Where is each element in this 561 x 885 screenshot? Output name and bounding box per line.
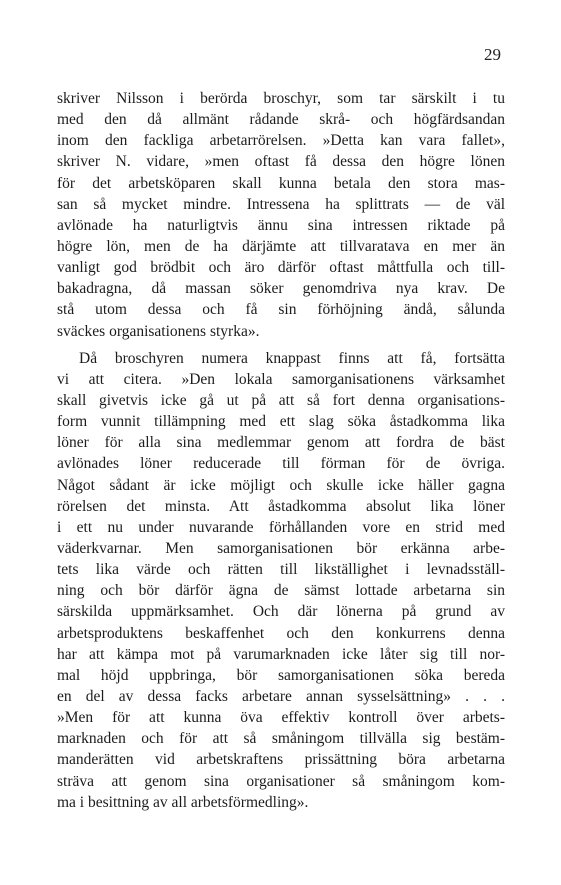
text-line: rörelsen det minsta. Att åstadkomma absolut lika löner [57, 497, 505, 515]
text-line: inom den fackliga arbetarrörelsen. »Detta kan vara fallet», [57, 132, 505, 150]
text-line: ma i besittning av all arbetsförmedling». [57, 793, 309, 811]
text-line: marknaden och för att så småningom tillvälla sig bestäm- [57, 730, 505, 748]
text-line: med den då allmänt rådande skrå- och högfärdsandan [57, 111, 505, 129]
text-line: vanligt god brödbit och äro därför oftast måttfulla och till- [57, 259, 505, 277]
text-line: skall givetvis icke gå ut på att så fort denna organisations- [57, 391, 505, 409]
text-line: löner för alla sina medlemmar genom att fordra de bäst [57, 434, 505, 452]
text-line: Något sådant är icke möjligt och skulle icke häller gagna [57, 476, 505, 494]
text-line: en del av dessa facks arbetare annan sysselsättning» . . . [57, 687, 505, 705]
text-line: form vunnit tillämpning med ett slag söka åstadkomma lika [57, 413, 505, 431]
text-line: manderätten vid arbetskraftens prissättning böra arbetarna [57, 751, 505, 769]
text-line: har att kämpa mot på varumarknaden icke låter sig till nor- [57, 645, 505, 663]
body-text [57, 88, 505, 813]
text-line: sträva att genom sina organisationer så småningom kom- [57, 772, 505, 790]
text-line: tets lika värde och rätten till likställighet i levnadsställ- [57, 561, 505, 579]
text-line: bakadragna, då massan söker genomdriva nya krav. De [57, 280, 505, 298]
page-number: 29 [484, 45, 501, 64]
text-line: för det arbetsköparen skall kunna betala den stora mas- [57, 174, 505, 192]
text-line: ning och bör därför ägna de sämst lottade arbetarna sin [57, 582, 505, 600]
text-line: avlönade ha naturligtvis ännu sina intressen riktade på [57, 216, 505, 234]
text-line: stå utom dessa och få sin förhöjning ändå, sålunda [57, 301, 505, 319]
paragraph-2 [57, 348, 505, 813]
text-line: vi att citera. »Den lokala samorganisationens värksamhet [57, 370, 505, 388]
text-line: särskilda uppmärksamhet. Och där lönerna på grund av [57, 603, 505, 621]
text-line: arbetsproduktens beskaffenhet och den konkurrens denna [57, 624, 505, 642]
text-line: sväckes organisationens styrka». [57, 322, 260, 340]
text-line: mal höjd uppbringa, bör samorganisationen söka bereda [57, 666, 505, 684]
text-line: skriver Nilsson i berörda broschyr, som tar särskilt i tu [57, 90, 505, 107]
text-line: san så mycket mindre. Intressena ha splittrats — de väl [57, 195, 505, 213]
text-line: väderkvarnar. Men samorganisationen bör erkänna arbe- [57, 539, 505, 557]
paragraph-1 [57, 88, 505, 342]
text-line: skriver N. vidare, »men oftast få dessa den högre lönen [57, 153, 505, 171]
text-line: i ett nu under nuvarande förhållanden vore en strid med [57, 518, 505, 536]
text-line: avlönades löner reducerade till förman för de övriga. [57, 455, 505, 473]
text-line: Då broschyren numera knappast finns att få, fortsätta [79, 349, 505, 367]
text-line: högre lön, men de ha därjämte att tillvaratava en mer än [57, 237, 505, 255]
text-line: »Men för att kunna öva effektiv kontroll över arbets- [57, 709, 505, 727]
